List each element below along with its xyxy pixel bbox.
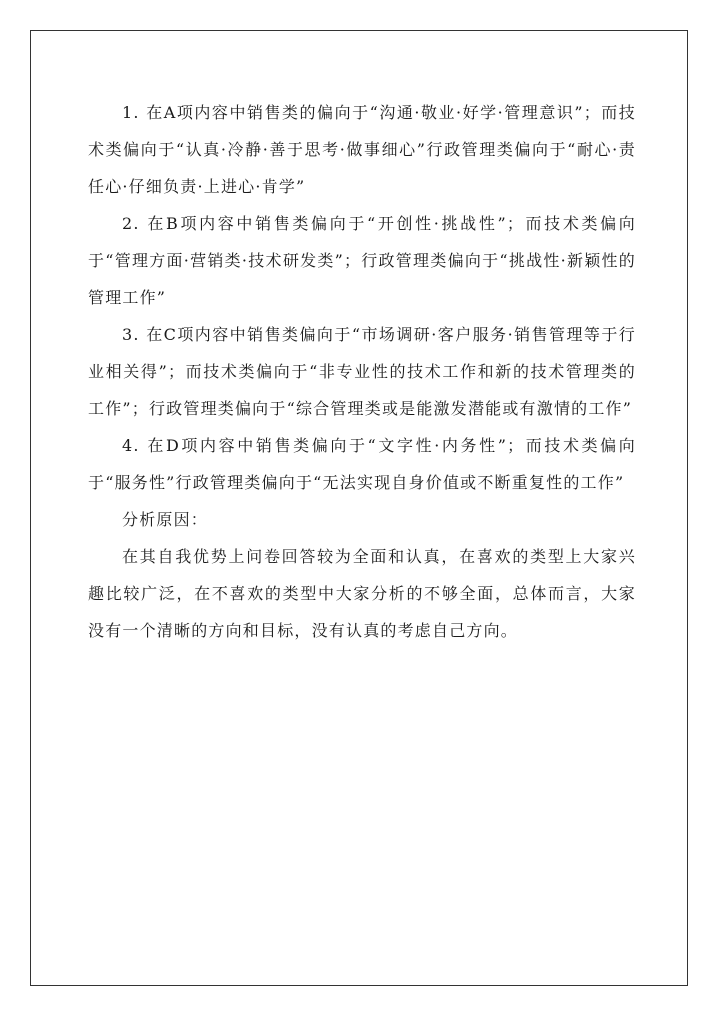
analysis-heading: 分析原因： [122,510,209,529]
paragraph-item-a: 1. 在A项内容中销售类的偏向于“沟通·敬业·好学·管理意识”；而技术类偏向于“认真·冷静·善于思考·做事细心”行政管理类偏向于“耐心·责任心·仔细负责·上进心·肯学” [88,103,636,196]
paragraph-item-d: 4. 在D项内容中销售类偏向于“文字性·内务性”；而技术类偏向于“服务性”行政管理类偏向于“无法实现自身价值或不断重复性的工作” [88,436,636,492]
paragraph-item-b: 2. 在B项内容中销售类偏向于“开创性·挑战性”；而技术类偏向于“管理方面·营销类·技术研发类”；行政管理类偏向于“挑战性·新颖性的管理工作” [88,214,636,307]
document-body [88,94,636,649]
paragraph-item-c: 3. 在C项内容中销售类偏向于“市场调研·客户服务·销售管理等于行业相关得”；而技术类偏向于“非专业性的技术工作和新的技术管理类的工作”；行政管理类偏向于“综合管理类或是能激发潜能或有激情的工作” [88,325,636,418]
analysis-paragraph: 在其自我优势上问卷回答较为全面和认真，在喜欢的类型上大家兴趣比较广泛，在不喜欢的类型中大家分析的不够全面，总体而言，大家没有一个清晰的方向和目标，没有认真的考虑自己方向。 [88,547,636,640]
